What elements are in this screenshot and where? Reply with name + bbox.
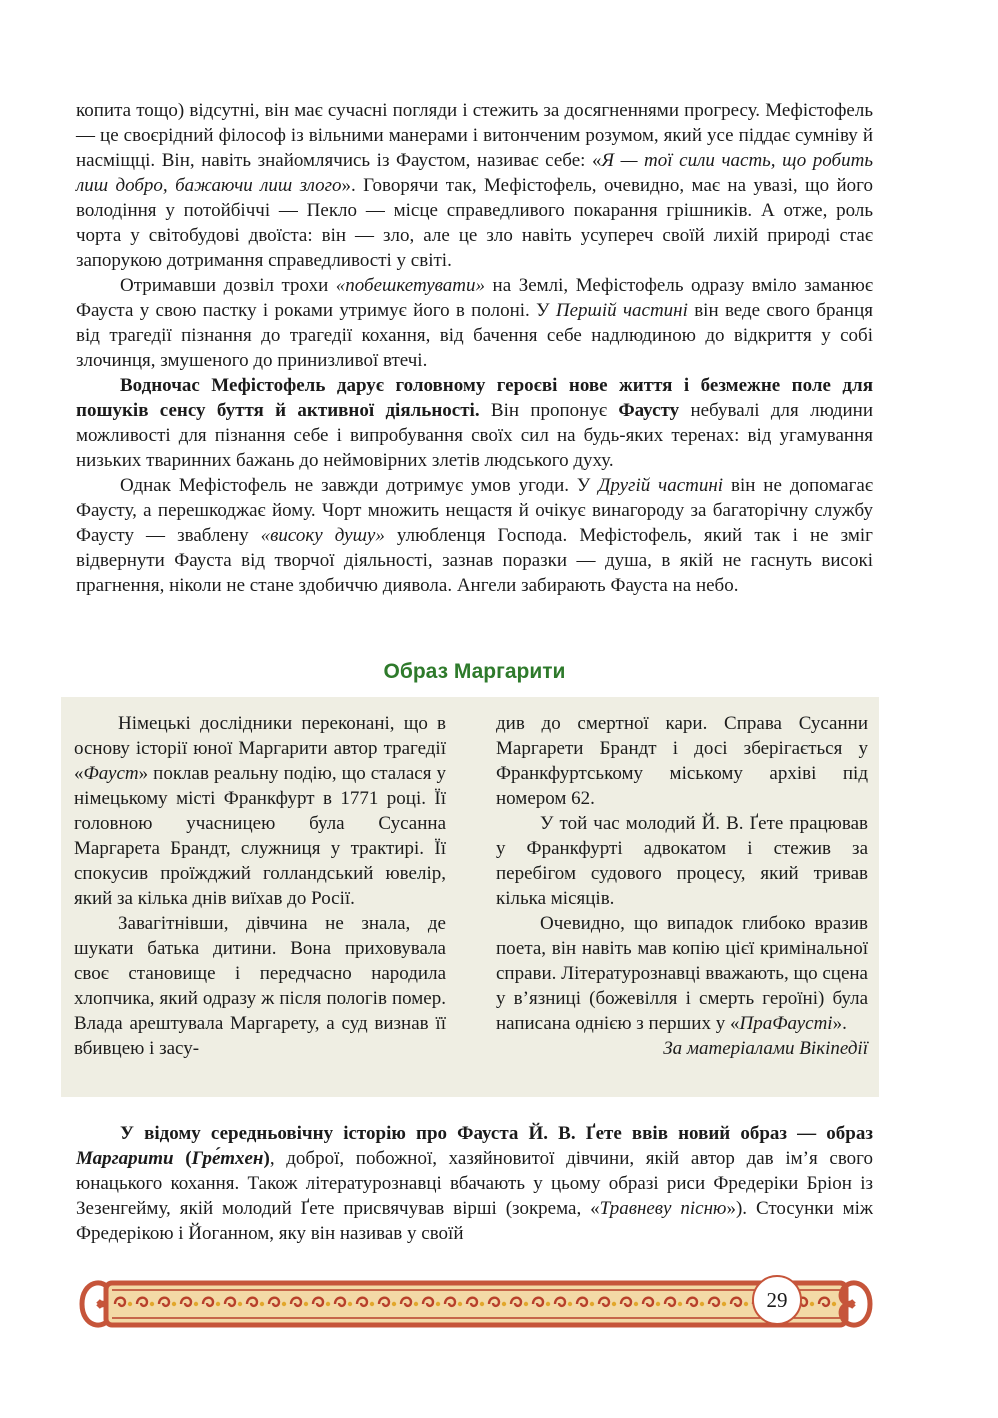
- ornament-dot: [678, 1302, 682, 1306]
- ornament-dot: [348, 1302, 352, 1306]
- ornament-dot: [590, 1302, 594, 1306]
- box-paragraph-2-start: Завагітнівши, дівчина не знала, де шукати батька дитини. Вона приховувала своє становище і передчасно народила хлопчика, який одразу ж після пологів помер. Влада арештувала Маргарету, а суд визнав її вбивцею і засу-: [74, 913, 446, 1059]
- ornament-dot: [612, 1302, 616, 1306]
- box-paragraph-2-end: див до смертної кари. Справа Сусанни Маргарети Брандт і досі зберігається у Франкфуртському міському архіві під номером 62.: [496, 713, 868, 809]
- ornament-dot: [282, 1302, 286, 1306]
- ornament-dot: [194, 1302, 198, 1306]
- ornament-dot: [128, 1302, 132, 1306]
- page-number: 29: [752, 1275, 802, 1325]
- ornament-dot: [458, 1302, 462, 1306]
- ornament-dot: [260, 1302, 264, 1306]
- ornament-dot: [722, 1302, 726, 1306]
- info-box-left-column: [74, 711, 446, 1061]
- ornament-dot: [832, 1302, 836, 1306]
- ornament-dot: [502, 1302, 506, 1306]
- ornament-dot: [150, 1302, 154, 1306]
- ornament-dot: [634, 1302, 638, 1306]
- ornament-dot: [304, 1302, 308, 1306]
- ornament-dot: [568, 1302, 572, 1306]
- ornament-dot: [546, 1302, 550, 1306]
- ornament-dot: [326, 1302, 330, 1306]
- ornament-dot: [656, 1302, 660, 1306]
- box-paragraph-3: У той час молодий Й. В. Ґете працював у Франкфурті адвокатом і стежив за перебігом судового процесу, який тривав кілька місяців.: [496, 813, 868, 909]
- ornament-dot: [414, 1302, 418, 1306]
- ornament-dot: [700, 1302, 704, 1306]
- top-text-block: [76, 98, 873, 598]
- ornament-dot: [392, 1302, 396, 1306]
- box-paragraph-1: Німецькі дослідники переконані, що в основу історії юної Маргарити автор трагедії «Фауст» поклав реальну подію, що сталася у німецькому місті Франкфурт в 1771 році. Її головною учасницею була Сусанна Маргарета Брандт, служниця у трактирі. Її спокусив проїжджий голландський ювелір, який за кілька днів виїхав до Росії.: [74, 713, 446, 909]
- paragraph-5: У відому середньовічну історію про Фауста Й. В. Ґете ввів новий образ — образ Маргарити (Гре́тхен), доброї, побожної, хазяйновитої дівчини, якій автор дав ім’я свого юнацького кохання. Також літературознавці вбачають у цьому образі риси Фредеріки Бріон із Зезенгейму, якій молодий Ґете присвячував вірші (зокрема, «Травневу пісню»). Стосунки між Фредерікою і Йоганном, яку він називав у своїй: [76, 1123, 873, 1244]
- right-scroll-ornament: [841, 1283, 870, 1325]
- ornament-dot: [480, 1302, 484, 1306]
- paragraph-2: Отримавши дозвіл трохи «побешкетувати» на Землі, Мефістофель одразу вміло заманює Фауста у свою пастку і роками утримує його в полоні. У Першій частині він веде свого бранця від трагедії пізнання до трагедії кохання, від бачення себе надлюдиною до відкриття у собі злочинця, змушеного до принизливої втечі.: [76, 275, 874, 371]
- ornament-dot: [370, 1302, 374, 1306]
- paragraph-3: Водночас Мефістофель дарує головному героєві нове життя і безмежне поле для пошуків сенсу буття й активної діяльності. Він пропонує Фаусту небувалі для людини можливості для пізнання себе і випробування своїх сил на будь-яких теренах: від угамування низьких тваринних бажань до неймовірних злетів людського духу.: [76, 375, 873, 471]
- paragraph-4: Однак Мефістофель не завжди дотримує умов угоди. У Другій частині він не допомагає Фаусту, а перешкоджає йому. Чорт множить нещастя й очікує винагороду за багаторічну службу Фаусту — зваблену «високу душу» улюбленця Господа. Мефістофель, який так і не зміг відвернути Фауста від творчої діяльності, зазнав поразки — душа, в якій не гаснуть високі прагнення, ніколи не стане здобиччю диявола. Ангели забирають Фауста на небо.: [76, 475, 873, 596]
- info-box-right-column: [496, 711, 868, 1061]
- ornament-dot: [744, 1302, 748, 1306]
- bottom-text-block: [76, 1121, 873, 1246]
- ornament-dot: [216, 1302, 220, 1306]
- ornament-dot: [238, 1302, 242, 1306]
- ornament-dot: [436, 1302, 440, 1306]
- section-heading: Образ Маргарити: [383, 660, 566, 683]
- ornament-dot: [524, 1302, 528, 1306]
- box-paragraph-4: Очевидно, що випадок глибоко вразив поета, він навіть мав копію цієї кримінальної справи. Літературознавці вважають, що сцена у в’язниці (божевілля і смерть героїні) була написана однією з перших у «ПраФаусті».: [496, 913, 868, 1034]
- source-attribution: За матеріалами Вікіпедії: [663, 1038, 868, 1059]
- ornament-dot: [172, 1302, 176, 1306]
- ornament-dot: [810, 1302, 814, 1306]
- paragraph-1: копита тощо) відсутні, він має сучасні погляди і стежить за досягненнями прогресу. Мефістофель — це своєрідний філософ із вільними манерами і витонченим розумом, який усе піддає сумніву й насміщці. Він, навіть знайомлячись із Фаустом, називає себе: «Я — тої сили часть, що робить лиш добро, бажаючи лиш злого». Говорячи так, Мефістофель, очевидно, має на увазі, що його володіння у потойбіччі — Пекло — місце справедливого покарання грішників. А отже, роль чорта у світобудові двоїста: він — зло, але це зло навіть усупереч своїй лихій природі стає запорукою дотримання справедливості у світі.: [76, 100, 874, 271]
